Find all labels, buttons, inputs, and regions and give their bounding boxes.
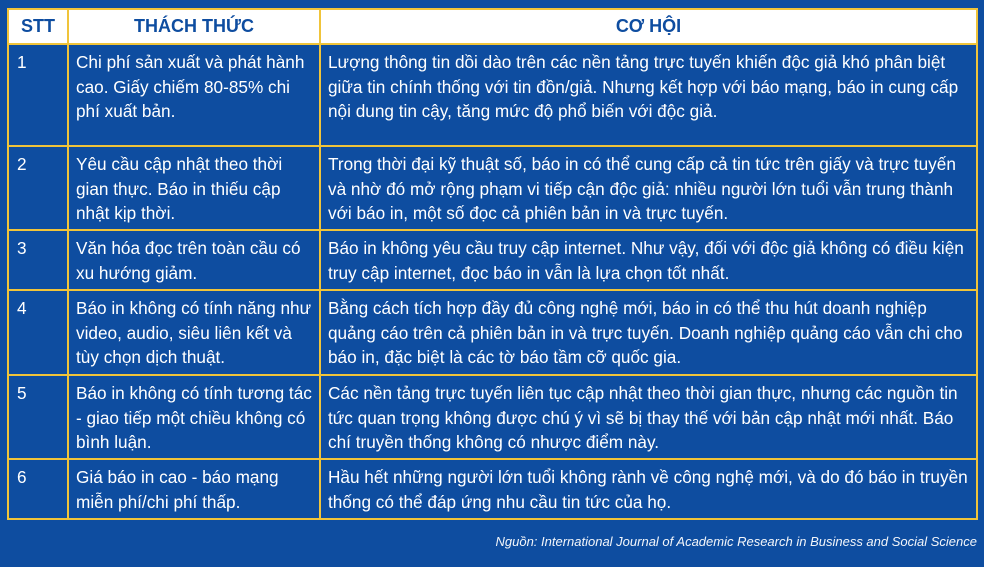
row-number: 6 <box>8 459 68 519</box>
row-number: 1 <box>8 44 68 146</box>
opportunity-cell: Trong thời đại kỹ thuật số, báo in có thể cung cấp cả tin tức trên giấy và trực tuyến và nhờ đó mở rộng phạm vi tiếp cận độc giả: nhiều người lớn tuổi vẫn trung thành với báo in, một số đọc cả phiên bản in và trực tuyến. <box>320 146 977 230</box>
row-number: 2 <box>8 146 68 230</box>
header-stt: STT <box>8 9 68 44</box>
challenge-cell: Giá báo in cao - báo mạng miễn phí/chi phí thấp. <box>68 459 320 519</box>
opportunity-cell: Lượng thông tin dồi dào trên các nền tảng trực tuyến khiến độc giả khó phân biệt giữa tin chính thống với tin đồn/giả. Nhưng kết hợp với báo mạng, báo in cung cấp nội dung tin cậy, tăng mức độ phổ biến với độc giả. <box>320 44 977 146</box>
table-row <box>8 230 977 290</box>
table-row <box>8 375 977 459</box>
challenge-cell: Văn hóa đọc trên toàn cầu có xu hướng giảm. <box>68 230 320 290</box>
table-row <box>8 146 977 230</box>
opportunity-cell: Bằng cách tích hợp đầy đủ công nghệ mới, báo in có thể thu hút doanh nghiệp quảng cáo trên cả phiên bản in và trực tuyến. Doanh nghiệp quảng cáo vẫn chi cho báo in, đặc biệt là các tờ báo tầm cỡ quốc gia. <box>320 290 977 375</box>
table-row <box>8 459 977 519</box>
challenge-cell: Yêu cầu cập nhật theo thời gian thực. Báo in thiếu cập nhật kịp thời. <box>68 146 320 230</box>
opportunity-cell: Báo in không yêu cầu truy cập internet. Như vậy, đối với độc giả không có điều kiện truy cập internet, đọc báo in vẫn là lựa chọn tốt nhất. <box>320 230 977 290</box>
challenge-cell: Chi phí sản xuất và phát hành cao. Giấy chiếm 80-85% chi phí xuất bản. <box>68 44 320 146</box>
table-row <box>8 290 977 375</box>
row-number: 5 <box>8 375 68 459</box>
opportunity-cell: Các nền tảng trực tuyến liên tục cập nhật theo thời gian thực, nhưng các nguồn tin tức quan trọng không được chú ý vì sẽ bị thay thế với bản cập nhật mới nhất. Báo chí truyền thống không có nhược điểm này. <box>320 375 977 459</box>
challenge-cell: Báo in không có tính tương tác - giao tiếp một chiều không có bình luận. <box>68 375 320 459</box>
comparison-table <box>7 8 978 520</box>
opportunity-cell: Hầu hết những người lớn tuổi không rành về công nghệ mới, và do đó báo in truyền thống có thể đáp ứng nhu cầu tin tức của họ. <box>320 459 977 519</box>
header-opportunity: CƠ HỘI <box>320 9 977 44</box>
table-row <box>8 44 977 146</box>
challenge-cell: Báo in không có tính năng như video, audio, siêu liên kết và tùy chọn dịch thuật. <box>68 290 320 375</box>
row-number: 4 <box>8 290 68 375</box>
row-number: 3 <box>8 230 68 290</box>
header-challenge: THÁCH THỨC <box>68 9 320 44</box>
header-row <box>8 9 977 44</box>
source-caption: Nguồn: International Journal of Academic Research in Business and Social Science <box>495 534 977 549</box>
